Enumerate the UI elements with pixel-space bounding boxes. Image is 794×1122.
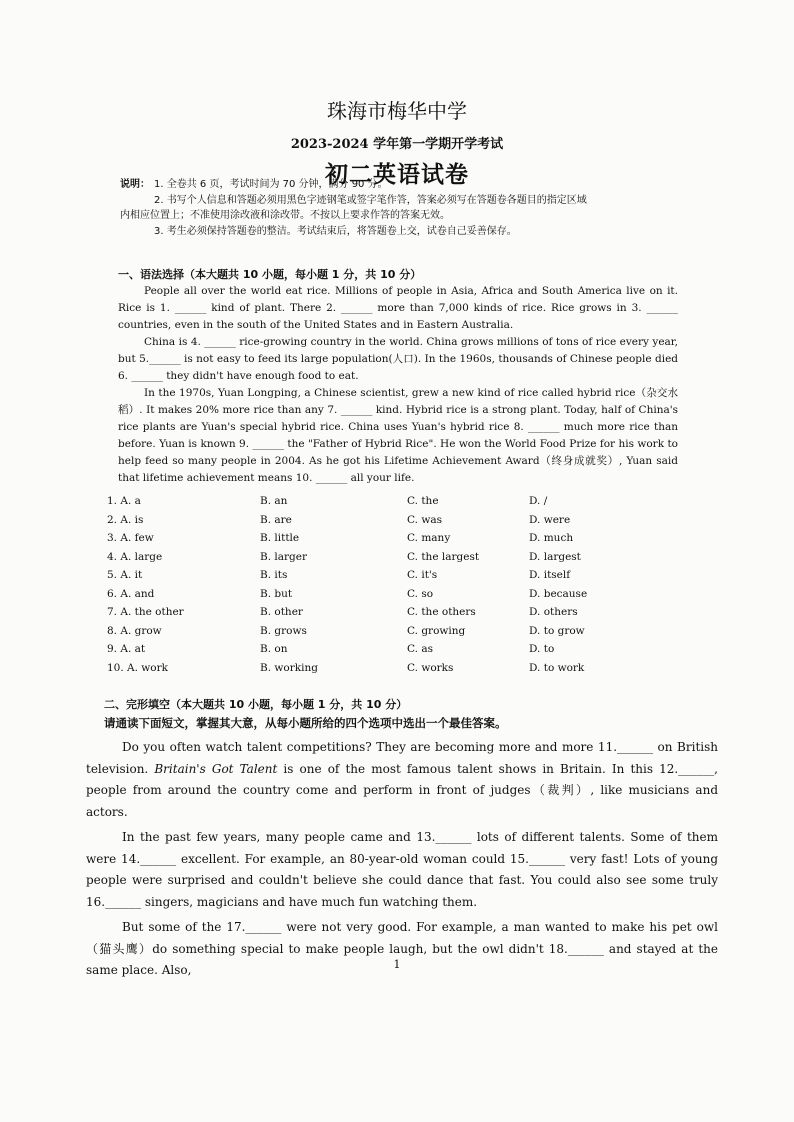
option-a: 9. A. at bbox=[107, 643, 146, 656]
option-d: D. others bbox=[529, 606, 578, 619]
option-row-9 bbox=[107, 640, 629, 659]
option-d: D. because bbox=[529, 587, 588, 600]
note-2 bbox=[120, 193, 680, 209]
passage-paragraph bbox=[86, 737, 718, 823]
show-title: Britain's Got Talent bbox=[154, 761, 278, 776]
exam-instructions bbox=[120, 177, 680, 239]
option-row-3 bbox=[107, 529, 629, 548]
passage-text: Do you often watch talent competitions? They are becoming more and more 11.______ on British television. bbox=[86, 740, 718, 776]
option-b: B. little bbox=[260, 532, 300, 545]
exam-term: 2023-2024 学年第一学期开学考试 bbox=[290, 137, 504, 152]
option-row-4 bbox=[107, 548, 629, 567]
option-d: D. to work bbox=[529, 661, 585, 674]
passage-text: is one of the most famous talent shows in Britain. In this 12.______, people from around the country come and perform in front of judges（裁判）, like musicians and actors. bbox=[86, 761, 718, 819]
option-row-2 bbox=[107, 511, 629, 530]
section-1-heading: 一、语法选择（本大题共 10 小题，每小题 1 分，共 10 分） bbox=[118, 268, 422, 281]
passage-paragraph: But some of the 17.______ were not very good. For example, a man wanted to make his pet owl（猫头鹰）do something special to make people laugh, but the owl didn't 18.______ and stayed at the same place. Also, bbox=[86, 920, 718, 977]
option-b: B. larger bbox=[260, 550, 307, 563]
passage-paragraph: China is 4. ______ rice-growing country in the world. China grows millions of tons of rice every year, but 5.______ is not easy to feed its large population(人口). In the 1960s, thousands of Chinese people died 6. ______ they didn't have enough food to eat. bbox=[118, 336, 678, 382]
option-b: B. other bbox=[260, 606, 303, 619]
option-c: C. was bbox=[407, 513, 442, 526]
section-2-heading: 二、完形填空（本大题共 10 小题，每小题 1 分，共 10 分） bbox=[104, 698, 408, 711]
option-c: C. the others bbox=[407, 606, 476, 619]
option-a: 10. A. work bbox=[107, 661, 168, 674]
option-d: D. itself bbox=[529, 569, 571, 582]
exam-title: 初二英语试卷 bbox=[325, 162, 469, 188]
passage-paragraph: People all over the world eat rice. Millions of people in Asia, Africa and South America live on it. Rice is 1. ______ kind of plant. There 2. ______ more than 7,000 kinds of rice. Rice grows in 3. ______ countries, even in the south of the United States and in Eastern Australia. bbox=[118, 285, 678, 331]
option-a: 3. A. few bbox=[107, 532, 154, 545]
option-a: 1. A. a bbox=[107, 495, 141, 508]
option-c: C. many bbox=[407, 532, 451, 545]
section-2-passage bbox=[86, 737, 718, 982]
option-row-6 bbox=[107, 585, 629, 604]
school-name: 珠海市梅华中学 bbox=[327, 99, 467, 123]
option-a: 8. A. grow bbox=[107, 624, 162, 637]
option-a: 7. A. the other bbox=[107, 606, 184, 619]
option-c: C. works bbox=[407, 661, 454, 674]
option-c: C. the bbox=[407, 495, 439, 508]
option-d: D. were bbox=[529, 513, 571, 526]
note-3-text: 3. 考生必须保持答题卷的整洁。考试结束后，将答题卷上交，试卷自己妥善保存。 bbox=[154, 225, 517, 237]
option-b: B. are bbox=[260, 513, 292, 526]
option-b: B. grows bbox=[260, 624, 307, 637]
option-a: 5. A. it bbox=[107, 569, 143, 582]
option-row-10 bbox=[107, 659, 629, 678]
option-a: 6. A. and bbox=[107, 587, 155, 600]
note-1 bbox=[120, 177, 680, 193]
option-row-1 bbox=[107, 492, 629, 511]
option-b: B. an bbox=[260, 495, 288, 508]
note-3 bbox=[120, 224, 680, 240]
note-2-text: 2. 书写个人信息和答题必须用黑色字迹钢笔或签字笔作答，答案必须写在答题卷各题目的指定区域 bbox=[154, 194, 587, 206]
option-a: 4. A. large bbox=[107, 550, 163, 563]
note-2-continued: 内相应位置上；不准使用涂改液和涂改带。不按以上要求作答的答案无效。 bbox=[120, 210, 450, 221]
answer-options bbox=[107, 492, 629, 677]
option-c: C. growing bbox=[407, 624, 466, 637]
option-c: C. the largest bbox=[407, 550, 480, 563]
notes-label: 说明： bbox=[120, 179, 150, 190]
option-a: 2. A. is bbox=[107, 513, 144, 526]
option-d: D. largest bbox=[529, 550, 581, 563]
option-b: B. its bbox=[260, 569, 288, 582]
section-2-instruction: 请通读下面短文，掌握其大意，从每小题所给的四个选项中选出一个最佳答案。 bbox=[104, 716, 507, 730]
option-row-7 bbox=[107, 603, 629, 622]
note-1-text: 1. 全卷共 6 页，考试时间为 70 分钟，满分 90 分。 bbox=[154, 179, 388, 190]
option-c: C. so bbox=[407, 587, 434, 600]
option-c: C. it's bbox=[407, 569, 438, 582]
option-d: D. / bbox=[529, 495, 548, 508]
option-row-8 bbox=[107, 622, 629, 641]
page-number: 1 bbox=[393, 958, 401, 971]
option-d: D. much bbox=[529, 532, 574, 545]
option-c: C. as bbox=[407, 643, 433, 656]
passage-paragraph: In the 1970s, Yuan Longping, a Chinese scientist, grew a new kind of rice called hybrid rice（杂交水稻）. It makes 20% more rice than any 7. ______ kind. Hybrid rice is a strong plant. Today, half of China's rice plants are Yuan's special hybrid rice. China uses Yuan's hybrid rice 8. ______ much more rice than before. Yuan is known 9. ______ the "Father of Hybrid Rice". He won the World Food Prize for his work to help feed so many people in 2004. As he got his Lifetime Achievement Award（终身成就奖）, Yuan said that lifetime achievement means 10. ______ all your life. bbox=[118, 387, 678, 484]
option-b: B. working bbox=[260, 661, 318, 674]
option-b: B. but bbox=[260, 587, 293, 600]
option-row-5 bbox=[107, 566, 629, 585]
passage-paragraph: In the past few years, many people came and 13.______ lots of different talents. Some of them were 14.______ excellent. For example, an 80-year-old woman could 15.______ very fast! Lots of young people were surprised and couldn't believe she could dance that fast. You could also see some truly 16.______ singers, magicians and have much fun watching them. bbox=[86, 830, 718, 909]
section-1-passage bbox=[118, 283, 678, 487]
note-2-cont bbox=[120, 208, 680, 224]
option-b: B. on bbox=[260, 643, 288, 656]
option-d: D. to bbox=[529, 643, 555, 656]
option-d: D. to grow bbox=[529, 624, 585, 637]
